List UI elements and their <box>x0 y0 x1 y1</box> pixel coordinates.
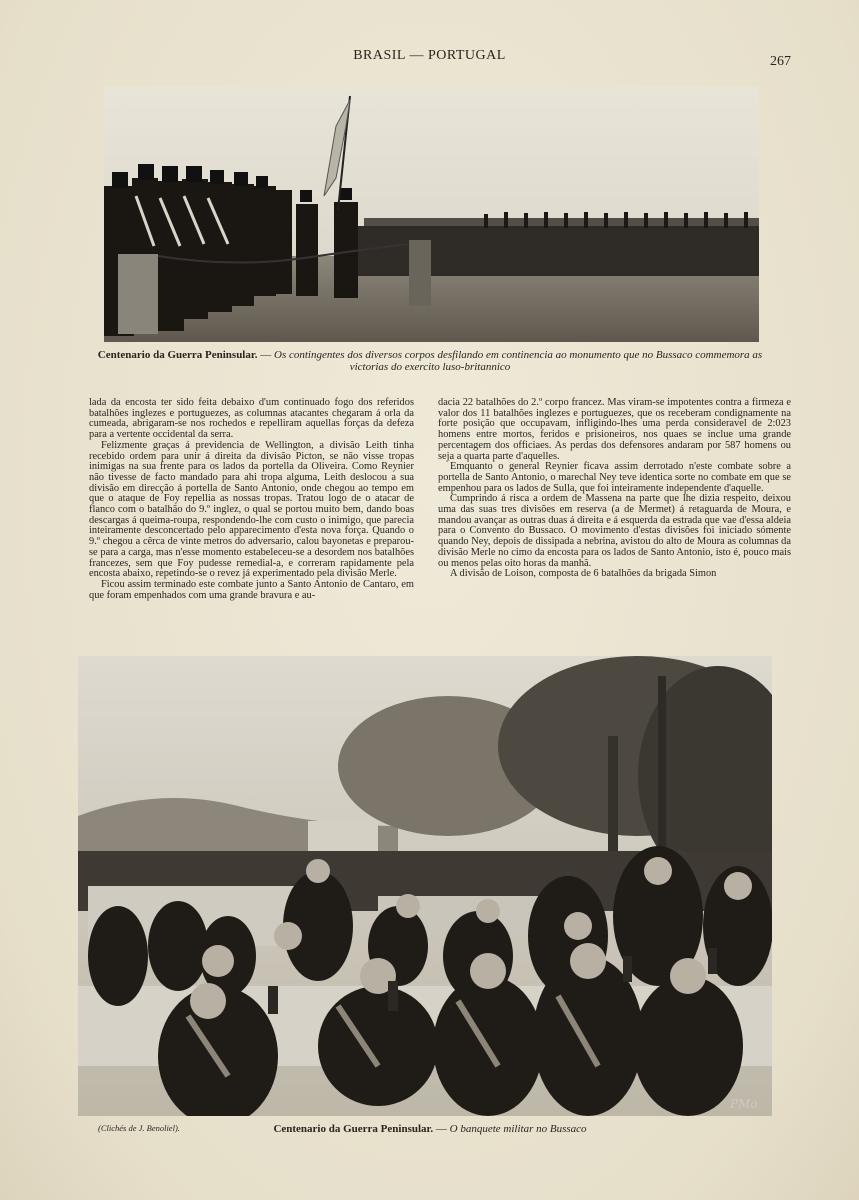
article-paragraph: Ficou assim terminado este combate junto a Santo Antonio de Cantaro, em que foram empenhados com uma grande bravura e au- <box>89 578 414 601</box>
top-caption-title: Centenario da Guerra Peninsular. <box>97 349 258 361</box>
running-header: BRASIL — PORTUGAL <box>353 48 506 63</box>
article-paragraph: Cumprindo á risca a ordem de Massena na parte que lhe dizia respeito, deixou uma das suas tres divisões em reserva (a de Mermet) á retaguarda de Moura, e mandou avançar as outras duas á direita e á esquerda da estrada que vae d'essa aldeia para o Convento do Bussaco. O movimento d'estas divisões foi iniciado sómente quando Ney, depois de dissipada a nebrina, avistou do alto de Moura as columnas da divisão Merle no cimo da encosta para os lados de Santo Antonio, isto é, pouco mais ou menos pelas oito horas da manhã. <box>438 493 791 569</box>
article-column-right <box>438 398 791 580</box>
article-paragraph: Felizmente graças á previdencia de Wellington, a divisão Leith tinha recebido ordem para unir á direita da divisão Picton, se não visse tropas inimigas na sua frente para os lados da portella da Oliveira. Como Reynier não tivesse de facto mandado para ahi tropa alguma, Leith deslocou a sua divisão em direcção á portella de Santo Antonio, onde chegou ao tempo em que o ataque de Foy repellia as nossas tropas. Tratou logo de o atacar de flanco com o batalhão do 9.º inglez, o qual se portou muito bem, dando boas descargas á queima-roupa, respondendo-lhe com custo o inimigo, que parecia inteiramente desconcertado pelo apparecimento d'esta nova força. Quando o 9.º chegou a cêrca de vinte metros do adversario, calou bayonetas e preparou-se para a carga, mas n'esse momento estabeleceu-se a desordem nos batalhões francezes, sem que Foy pudesse remedial-a, e correram rapidamente pela encosta abaixo, repetindo-se o revez já experimentado pela divisão Merle. <box>89 439 414 580</box>
bottom-caption-separator: — <box>433 1123 450 1135</box>
top-caption-separator: — <box>257 349 274 361</box>
bottom-photo-caption <box>200 1123 660 1135</box>
bottom-caption-title: Centenario da Guerra Peninsular. <box>273 1123 434 1135</box>
top-photo-caption <box>90 349 770 373</box>
banquet-photo <box>78 656 772 1116</box>
article-column-left <box>89 398 414 601</box>
article-paragraph: A divisão de Loison, composta de 6 batalhões da brigada Simon <box>450 568 717 580</box>
article-paragraph: dacia 22 batalhões do 2.º corpo francez. Mas viram-se impotentes contra a firmeza e valor dos 11 batalhões inglezes e portuguezes, que os receberam condignamente na forte posição que occupavam, infligindo-lhes uma perda consideravel de 2:023 homens entre mortos, feridos e prisioneiros, nos quaes se inclue uma grande percentagem dos officiaes. As perdas dos defensores andaram por 587 homens ou seja a quarta parte d'aquelles. <box>438 397 791 462</box>
photo-monogram: PMo <box>730 1097 758 1111</box>
parade-photo <box>104 86 759 342</box>
top-caption-description: Os contingentes dos diversos corpos desfilando em continencia ao monumento que no Bussaco commemora as victorias do exercito luso-britannico <box>274 349 763 373</box>
article-paragraph: Emquanto o general Reynier ficava assim derrotado n'este combate sobre a portella de Santo Antonio, o marechal Ney teve identica sorte no combate em que se empenhou para os lados de Sulla, que foi inteiramente independente d'aquelle. <box>438 461 791 494</box>
article-paragraph: lada da encosta ter sido feita debaixo d'um continuado fogo dos referidos batalhões inglezes e portuguezes, as columnas atacantes chegaram á orla da cumeada, abrigaram-se nos rochedos e repelliram aquellas forças da defeza para a vertente occidental da serra. <box>89 397 414 441</box>
page-number: 267 <box>770 54 791 69</box>
bottom-caption-description: O banquete militar no Bussaco <box>449 1123 587 1135</box>
photo-credit: (Clichés de J. Benoliel). <box>98 1123 180 1133</box>
